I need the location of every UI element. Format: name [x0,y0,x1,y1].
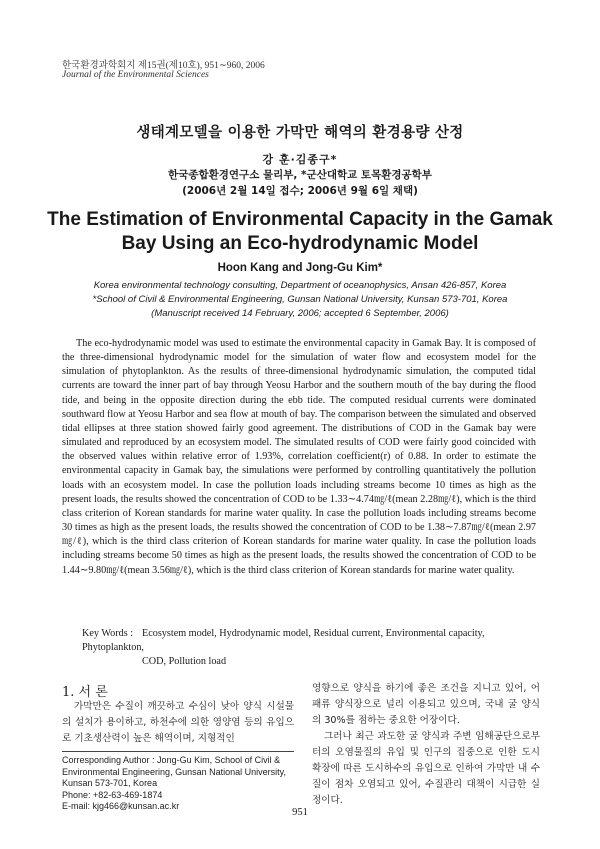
korean-authors: 강 훈·김종구* [262,153,338,166]
korean-affiliation: 한국종합환경연구소 물리부, *군산대학교 토목환경공학부 [168,169,432,181]
intro-paragraph-2: 그러나 최근 과도한 굴 양식과 주변 임해공단으로부터의 오염물질의 유입 및 인구의 집중으로 인한 도시 확장에 따른 도시하수의 유입으로 인하여 가막만 내 수질이 점차 오염되고 있어, 수질관리 대책이 시급한 실정이다. [312,731,540,806]
corresponding-author-phone: Phone: +82-63-469-1874 [62,789,163,800]
intro-left-column [62,699,294,747]
corresponding-author [62,755,298,813]
manuscript-dates: (Manuscript received 14 February, 2006; accepted 6 September, 2006) [151,308,449,319]
section-heading-introduction: 1. 서 론 [62,685,108,700]
korean-title: 생태계모델을 이용한 가막만 해역의 환경용량 산정 [136,125,464,141]
corresponding-author-email: E-mail: kjg466@kunsan.ac.kr [62,801,180,811]
intro-right-column [312,681,540,809]
english-title: The Estimation of Environmental Capacity in the Gamak Bay Using an Eco-hydrodynamic Model [47,209,553,254]
journal-name: Journal of the Environmental Sciences [62,70,209,80]
corresponding-author-address: Corresponding Author : Jong-Gu Kim, School of Civil & Environmental Engineering, Gunsan National University, Kunsan 573-701, Korea [62,755,286,788]
journal-citation: 한국환경과학회지 제15권(제10호), 951∼960, 2006 [62,61,265,71]
intro-paragraph-1-continued: 영향으로 양식을 하기에 좋은 조건을 지니고 있어, 어패류 양식장으로 널리 이용되고 있으며, 국내 굴 양식의 30%를 점하는 중요한 어장이다. [312,683,540,726]
intro-paragraph-1: 가막만은 수질이 깨끗하고 수심이 낮아 양식 시설물의 설치가 용이하고, 하천수에 의한 영양염 등의 유입으로 기초생산력이 높은 해역이며, 지형적인 [62,701,294,744]
page-number: 951 [292,807,308,818]
abstract: The eco-hydrodynamic model was used to estimate the environmental capacity in Gamak Bay. It is composed of the three-dimensional hydrodynamic model for the simulation of water flow and ecosystem model for the simulation of phytoplankton. As the results of three-dimensional hydrodynamic simulation, the computed tidal currents are toward the inner part of bay through Yeosu Harbor and the southern mouth of the bay during the flood tide, and being in the opposite direction during the ebb tide. The computed residual currents were dominated southward flow at Yeosu Harbor and sea flow at mouth of bay. The comparison between the simulated and observed tidal ellipses at three station showed fairly good agreement. The distributions of COD in the Gamak bay were simulated and reproduced by an ecosystem model. The simulated results of COD were fairly good coincided with the observed values within relative error of 1.93%, correlation coefficient(r) of 0.88. In order to estimate the environmental capacity in Gamak bay, the simulations were performed by controlling quantitatively the pollution loads with an ecosystem model. In case the pollution loads including streams become 10 times as high as the present loads, the results showed the concentration of COD to be 1.33∼4.74㎎/ℓ(mean 2.28㎎/ℓ), which is the third class criterion of Korean standards for marine water quality. In case the pollution loads including streams become 30 times as high as the present loads, the results showed the concentration of COD to be 1.38∼7.87㎎/ℓ(mean 2.97㎎/ℓ), which is the third class criterion of Korean standards for marine water quality. In case the pollution loads including streams become 50 times as high as the present loads, the results showed the concentration of COD to be 1.44∼9.80㎎/ℓ(mean 3.56㎎/ℓ), which is the third class criterion of Korean standards for marine water quality. [62,338,536,576]
english-authors: Hoon Kang and Jong-Gu Kim* [217,262,383,274]
keywords-list: Ecosystem model, Hydrodynamic model, Residual current, Environmental capacity, Phytoplankton, [82,628,485,653]
keywords-label: Key Words : [82,628,134,639]
english-affiliation-2: *School of Civil & Environmental Engineering, Gunsan National University, Kunsan 573-701, Korea [92,294,508,305]
korean-dates: (2006년 2월 14일 접수; 2006년 9월 6일 채택) [182,185,418,197]
english-affiliation-1: Korea environmental technology consulting, Department of oceanophysics, Ansan 426-857, Korea [93,280,507,291]
keywords [82,627,542,669]
footnote-divider [62,751,294,752]
keywords-list-continued: COD, Pollution load [142,656,227,667]
